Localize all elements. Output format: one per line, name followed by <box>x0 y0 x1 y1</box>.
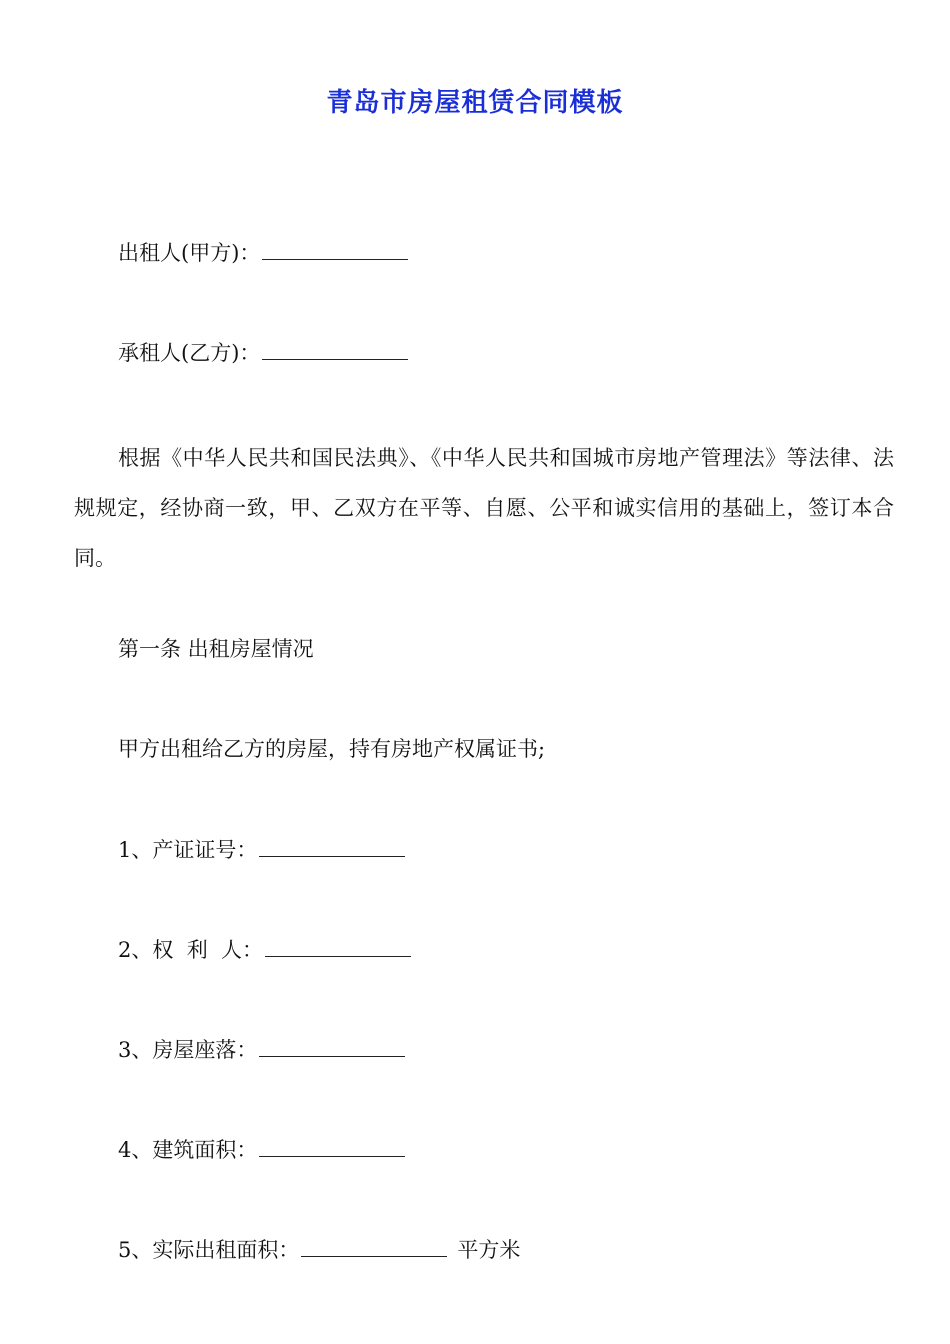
item-blank <box>259 1034 405 1057</box>
item-blank <box>301 1234 447 1257</box>
item-floor-area <box>118 1134 405 1165</box>
item-label: 2、权 利 人： <box>118 938 264 962</box>
preamble-paragraph: 根据《中华人民共和国民法典》、《中华人民共和国城市房地产管理法》等法律、法规规定，经协商一致，甲、乙双方在平等、自愿、公平和诚实信用的基础上，签订本合同。 <box>74 446 894 570</box>
item-blank <box>259 1134 405 1157</box>
article1-heading: 第一条 出租房屋情况 <box>118 637 314 661</box>
item-owner <box>118 934 411 965</box>
item-label: 4、建筑面积： <box>118 1138 258 1162</box>
lessor-blank <box>262 237 408 260</box>
item-rental-area <box>118 1234 520 1265</box>
lessor-line <box>118 237 408 268</box>
item-location <box>118 1034 405 1065</box>
article1-intro: 甲方出租给乙方的房屋，持有房地产权属证书; <box>118 737 546 761</box>
item-cert-number <box>118 834 405 865</box>
item-unit: 平方米 <box>457 1238 521 1262</box>
item-label: 3、房屋座落： <box>118 1038 258 1062</box>
item-blank <box>259 834 405 857</box>
item-label: 1、产证证号： <box>118 838 258 862</box>
lessor-label: 出租人(甲方)： <box>118 241 261 265</box>
lessee-line <box>118 337 408 368</box>
item-label: 5、实际出租面积： <box>118 1238 300 1262</box>
document-title: 青岛市房屋租赁合同模板 <box>326 88 624 118</box>
lessee-blank <box>262 337 408 360</box>
lessee-label: 承租人(乙方)： <box>118 341 261 365</box>
item-blank <box>265 934 411 957</box>
